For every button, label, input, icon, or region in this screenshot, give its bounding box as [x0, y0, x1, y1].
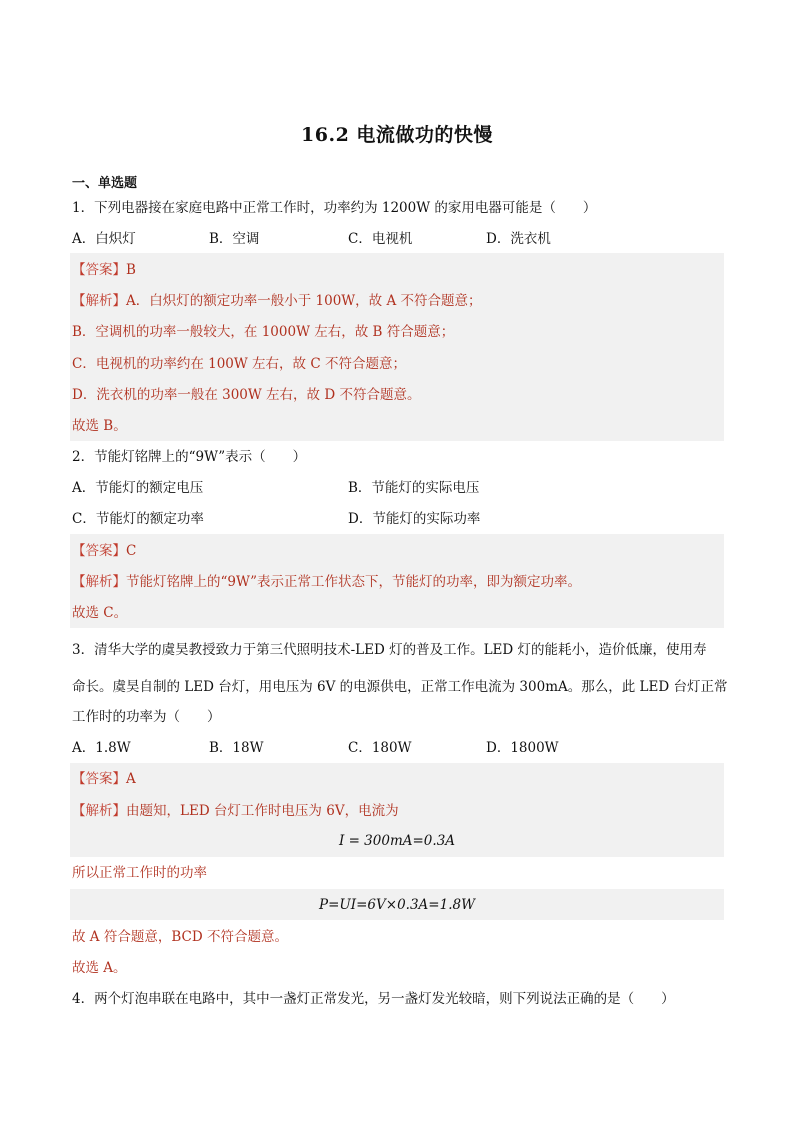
- q3-option-a: A．1.8W: [72, 740, 131, 756]
- answer-label: 【答案】: [72, 771, 126, 787]
- q3-equation-power: P=UI=6V×0.3A=1.8W: [319, 897, 475, 913]
- q1-analysis-4: D．洗衣机的功率一般在 300W 左右，故 D 不符合题意。: [72, 387, 421, 403]
- q3-answer-value: A: [126, 771, 136, 787]
- section-heading: 一、单选题: [72, 176, 138, 191]
- q2-conclusion: 故选 C。: [72, 605, 128, 621]
- q3-option-b: B．18W: [209, 740, 264, 756]
- q3-power-intro: 所以正常工作时的功率: [72, 865, 207, 881]
- q2-analysis-1: [72, 572, 724, 592]
- q1-answer: [72, 260, 724, 280]
- q2-option-c: C．节能灯的额定功率: [72, 511, 204, 527]
- q1-option-a: A．白炽灯: [72, 231, 136, 247]
- answer-label: 【答案】: [72, 262, 126, 278]
- q2-option-a: A．节能灯的额定电压: [72, 480, 204, 496]
- q2-answer-value: C: [126, 543, 137, 559]
- q1-answer-value: B: [126, 262, 136, 278]
- q2-analysis-text-1: 节能灯铭牌上的“9W”表示正常工作状态下，节能灯的功率，即为额定功率。: [126, 574, 582, 590]
- q1-analysis-3: C．电视机的功率约在 100W 左右，故 C 不符合题意；: [72, 356, 406, 372]
- q3-analysis-result: 故 A 符合题意，BCD 不符合题意。: [72, 929, 288, 945]
- q1-conclusion: 故选 B。: [72, 418, 127, 434]
- q3-analysis-1: [72, 801, 724, 821]
- question-4-stem: 4．两个灯泡串联在电路中，其中一盏灯正常发光，另一盏灯发光较暗，则下列说法正确的是（ ）: [72, 991, 675, 1007]
- q1-analysis-1: [72, 291, 724, 311]
- question-2-stem: 2．节能灯铭牌上的“9W”表示（ ）: [72, 449, 307, 465]
- question-1-stem: 1．下列电器接在家庭电路中正常工作时，功率约为 1200W 的家用电器可能是（ ）: [72, 200, 597, 216]
- q1-option-d: D．洗衣机: [486, 231, 551, 247]
- analysis-label: 【解析】: [72, 574, 126, 590]
- q1-option-b: B．空调: [209, 231, 260, 247]
- q1-option-c: C．电视机: [348, 231, 413, 247]
- q3-answer: [72, 769, 724, 789]
- question-3-stem-line-2: 命长。虞昊自制的 LED 台灯，用电压为 6V 的电源供电，正常工作电流为 300mA。那么，此 LED 台灯正常: [72, 679, 728, 695]
- q1-analysis-text-1: A．白炽灯的额定功率一般小于 100W，故 A 不符合题意；: [126, 293, 482, 309]
- q3-equation-current: I = 300mA=0.3A: [338, 833, 456, 849]
- question-3-stem-line-3: 工作时的功率为（ ）: [72, 709, 221, 725]
- question-3-stem-line-1: 3．清华大学的虞昊教授致力于第三代照明技术-LED 灯的普及工作。LED 灯的能耗小，造价低廉，使用寿: [72, 642, 707, 658]
- q2-option-b: B．节能灯的实际电压: [348, 480, 480, 496]
- analysis-label: 【解析】: [72, 803, 126, 819]
- q3-analysis-text-1: 由题知，LED 台灯工作时电压为 6V，电流为: [126, 803, 399, 819]
- q1-analysis-2: B．空调机的功率一般较大，在 1000W 左右，故 B 符合题意；: [72, 324, 455, 340]
- page-title: 16.2 电流做功的快慢: [301, 124, 493, 146]
- q3-conclusion: 故选 A。: [72, 960, 127, 976]
- q1-solution-box: [70, 253, 724, 441]
- q2-answer: [72, 541, 724, 561]
- answer-label: 【答案】: [72, 543, 126, 559]
- q3-option-d: D．1800W: [486, 740, 559, 756]
- q2-option-d: D．节能灯的实际功率: [348, 511, 481, 527]
- q3-option-c: C．180W: [348, 740, 412, 756]
- analysis-label: 【解析】: [72, 293, 126, 309]
